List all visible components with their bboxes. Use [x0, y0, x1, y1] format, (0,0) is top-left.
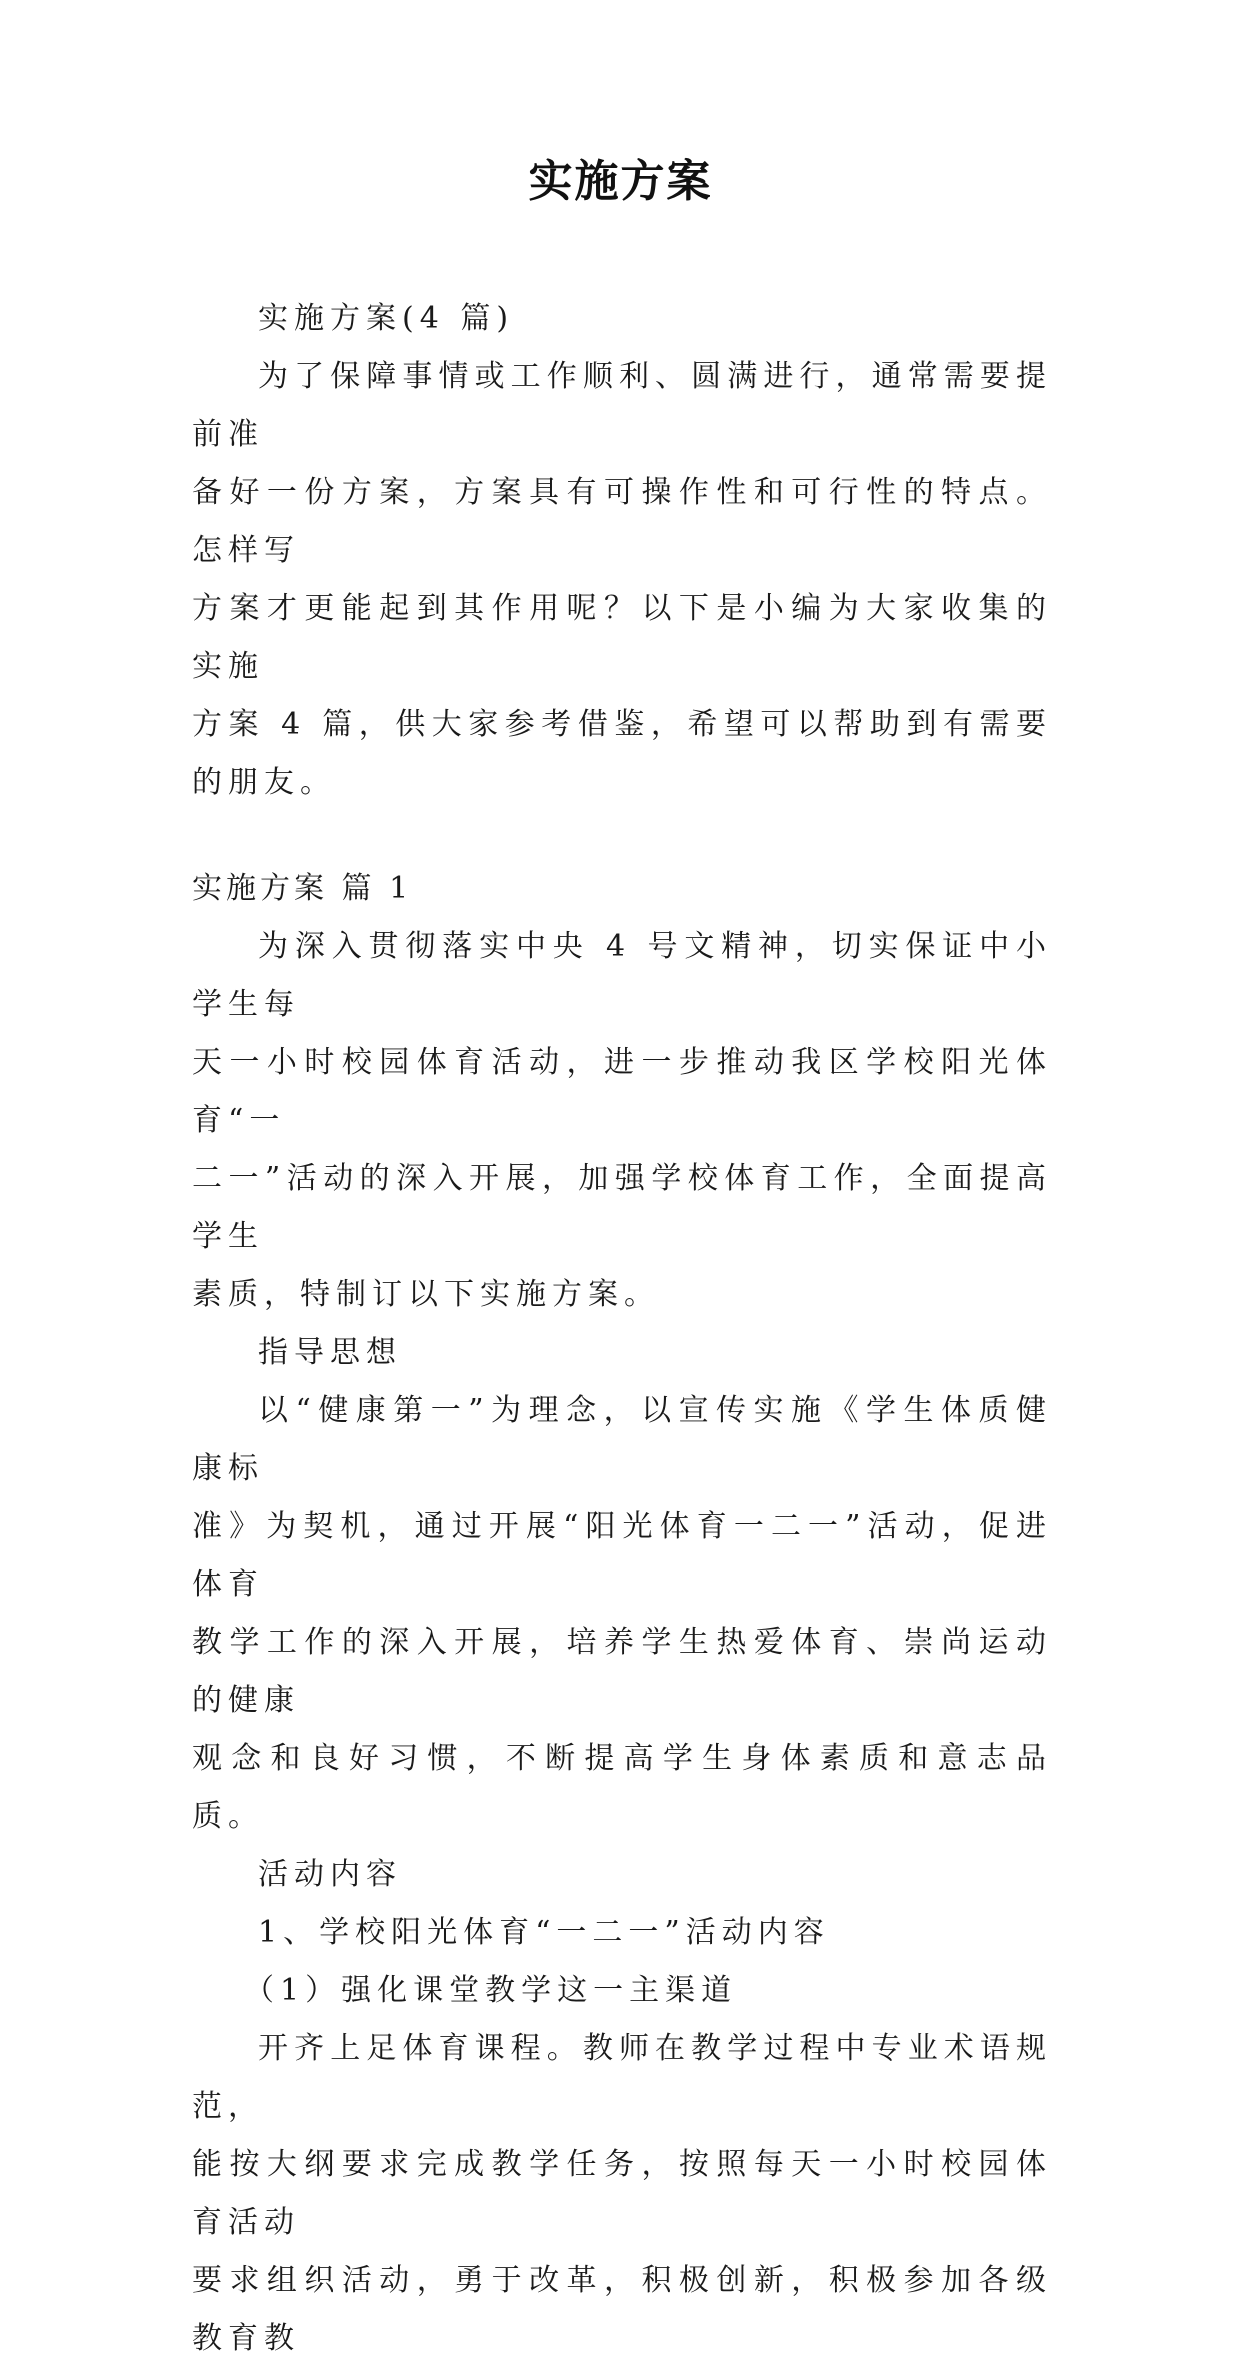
document-body: [192, 290, 1052, 2368]
section-1-heading: 实施方案 篇 1: [192, 871, 413, 906]
guiding-ideology-heading: 指导思想: [258, 1335, 402, 1370]
section-1-paragraph: 为深入贯彻落实中央 4 号文精神，切实保证中小学生每 天一小时校园体育活动，进一步推动我区学校阳光体育“一 二一”活动的深入开展，加强学校体育工作，全面提高学生 素质，特制订以下实施方案。: [192, 929, 1052, 1312]
document-subtitle: 实施方案(4 篇): [258, 301, 515, 336]
document-title: 实施方案: [528, 156, 713, 207]
activity-paragraph: 开齐上足体育课程。教师在教学过程中专业术语规范， 能按大纲要求完成教学任务，按照每天一小时校园体育活动 要求组织活动，勇于改革，积极创新，积极参加各级教育教: [192, 2031, 1052, 2356]
guiding-ideology-paragraph: 以“健康第一”为理念，以宣传实施《学生体质健康标 准》为契机，通过开展“阳光体育一二一”活动，促进体育 教学工作的深入开展，培养学生热爱体育、崇尚运动的健康 观念和良好习惯，不断提高学生身体素质和意志品质。: [192, 1393, 1052, 1834]
activity-item-1: 1、学校阳光体育“一二一”活动内容: [258, 1915, 830, 1950]
intro-paragraph: 为了保障事情或工作顺利、圆满进行，通常需要提前准 备好一份方案，方案具有可操作性和可行性的特点。怎样写 方案才更能起到其作用呢？以下是小编为大家收集的实施 方案 4 篇，供大家参考借鉴，希望可以帮助到有需要的朋友。: [192, 359, 1052, 800]
activity-content-heading: 活动内容: [258, 1857, 402, 1892]
activity-subitem-1: （1）强化课堂教学这一主渠道: [244, 1973, 738, 2008]
